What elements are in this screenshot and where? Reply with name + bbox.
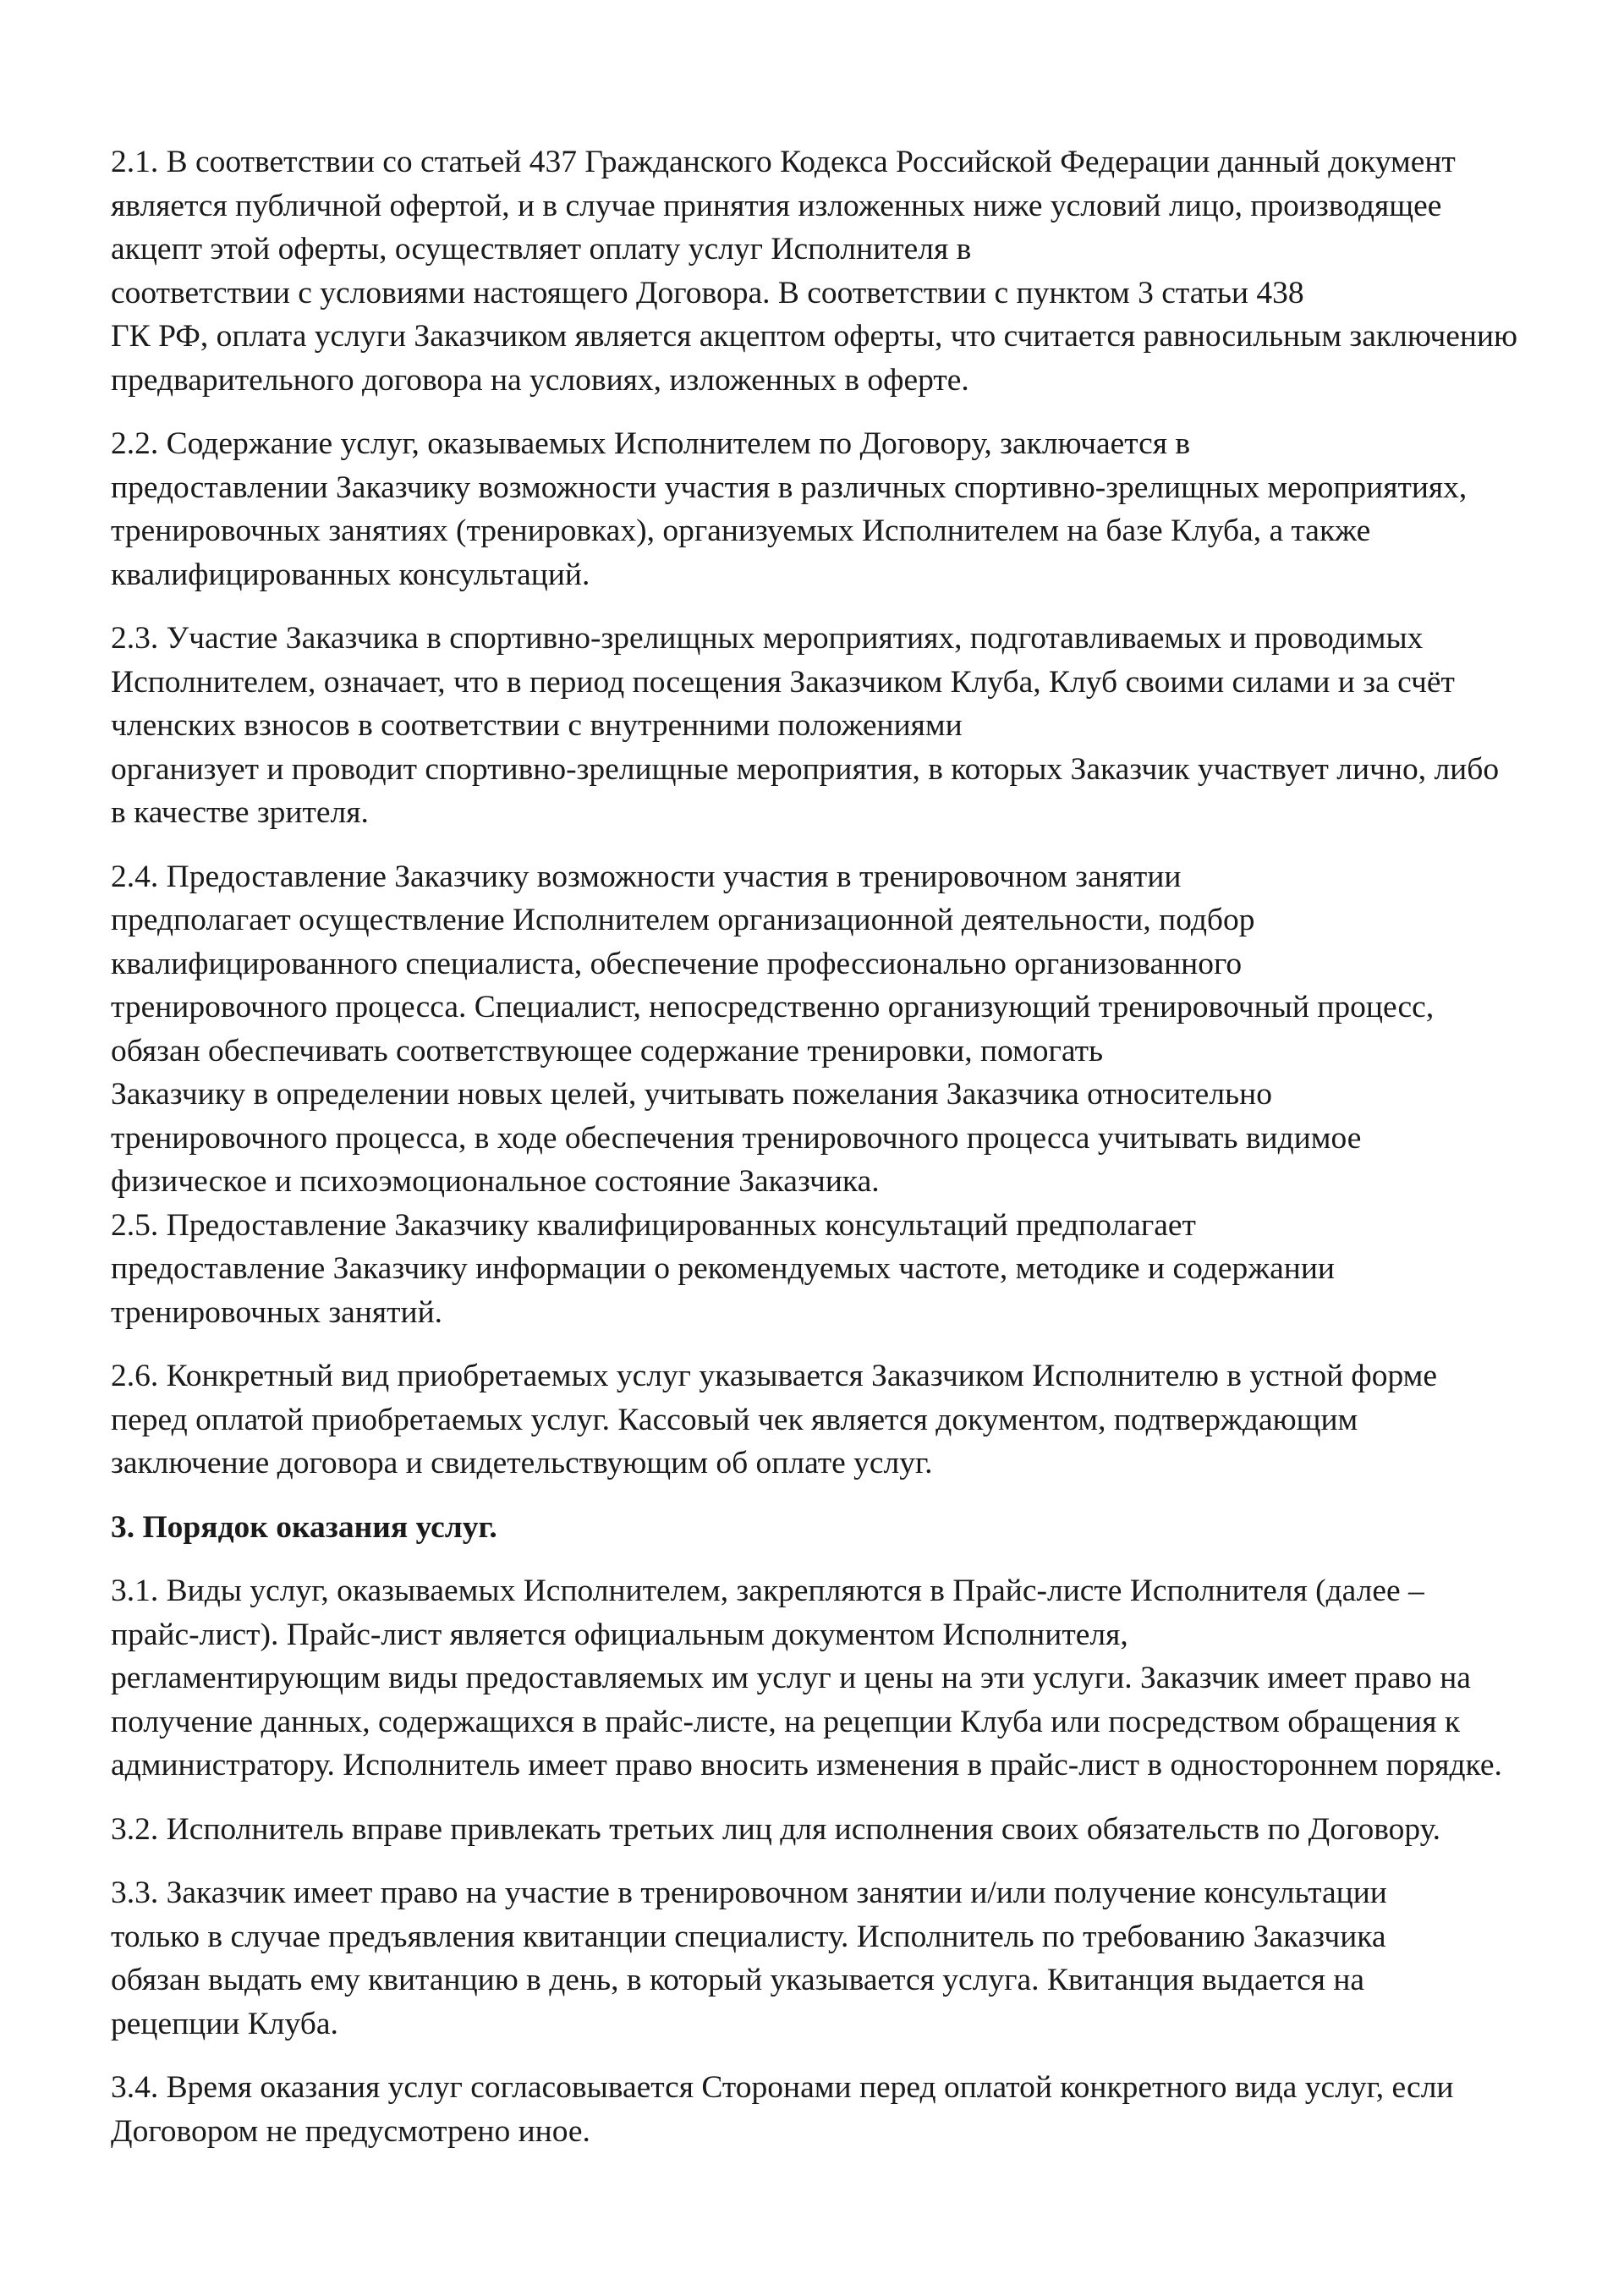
text-line: предоставлении Заказчику возможности участия в различных спортивно-зрелищных мероприятиях,	[111, 470, 1468, 505]
text-line: в качестве зрителя.	[111, 795, 369, 830]
text-line: 2.6. Конкретный вид приобретаемых услуг указывается Заказчиком Исполнителю в устной форме	[111, 1359, 1438, 1393]
text-line: 2.5. Предоставление Заказчику квалифицированных консультаций предполагает	[111, 1207, 1196, 1243]
text-line: 2.2. Содержание услуг, оказываемых Исполнителем по Договору, заключается в	[111, 426, 1191, 461]
text-line: тренировочного процесса, в ходе обеспечения тренировочного процесса учитывать видимое	[111, 1120, 1362, 1156]
paragraph-3-4	[111, 2066, 1583, 2153]
text-line: Исполнителем, означает, что в период посещения Заказчиком Клуба, Клуб своими силами и за счёт	[111, 664, 1455, 700]
section-3-heading: 3. Порядок оказания услуг.	[111, 1509, 497, 1545]
text-line: заключение договора и свидетельствующим об оплате услуг.	[111, 1446, 933, 1480]
text-line: физическое и психоэмоциональное состояние Заказчика.	[111, 1164, 880, 1199]
text-line: регламентирующим виды предоставляемых им услуг и цены на эти услуги. Заказчик имеет право на	[111, 1661, 1471, 1695]
text-line: предварительного договора на условиях, изложенных в оферте.	[111, 362, 969, 398]
text-line: ГК РФ, оплата услуги Заказчиком является акцептом оферты, что считается равносильным заключению	[111, 319, 1518, 354]
text-line: Договором не предусмотрено иное.	[111, 2113, 590, 2149]
paragraph-2-4	[111, 855, 1583, 1204]
text-line: организует и проводит спортивно-зрелищные мероприятия, в которых Заказчик участвует лично, либо	[111, 751, 1500, 787]
text-line: Заказчику в определении новых целей, учитывать пожелания Заказчика относительно	[111, 1077, 1272, 1112]
paragraph-2-1	[111, 140, 1583, 402]
text-line: администратору. Исполнитель имеет право вносить изменения в прайс-лист в одностороннем порядке.	[111, 1748, 1502, 1782]
text-line: квалифицированного специалиста, обеспечение профессионально организованного	[111, 946, 1243, 981]
paragraph-2-6	[111, 1354, 1583, 1486]
text-line: 2.1. В соответствии со статьей 437 Гражданского Кодекса Российской Федерации данный документ	[111, 145, 1456, 179]
text-line: соответствии с условиями настоящего Договора. В соответствии с пунктом 3 статьи 438	[111, 275, 1304, 310]
text-line: 3.3. Заказчик имеет право на участие в тренировочном занятии и/или получение консультации	[111, 1876, 1387, 1910]
text-line: является публичной офертой, и в случае принятия изложенных ниже условий лицо, производящее	[111, 188, 1442, 223]
text-line: получение данных, содержащихся в прайс-листе, на рецепции Клуба или посредством обращения к	[111, 1704, 1461, 1739]
text-line: тренировочного процесса. Специалист, непосредственно организующий тренировочный процесс,	[111, 990, 1435, 1024]
text-line: 3.2. Исполнитель вправе привлекать третьих лиц для исполнения своих обязательств по Договору.	[111, 1811, 1441, 1847]
paragraph-2-2	[111, 422, 1583, 596]
paragraph-3-2	[111, 1808, 1583, 1852]
paragraph-3-3	[111, 1871, 1583, 2046]
text-line: обязан обеспечивать соответствующее содержание тренировки, помогать	[111, 1033, 1104, 1068]
text-line: квалифицированных консультаций.	[111, 557, 590, 592]
text-line: только в случае предъявления квитанции специалисту. Исполнитель по требованию Заказчика	[111, 1919, 1386, 1954]
text-line: тренировочных занятий.	[111, 1294, 443, 1330]
text-line: тренировочных занятиях (тренировках), организуемых Исполнителем на базе Клуба, а также	[111, 514, 1371, 548]
text-line: 2.3. Участие Заказчика в спортивно-зрелищных мероприятиях, подготавливаемых и проводимых	[111, 621, 1424, 656]
text-line: прайс-лист). Прайс-лист является официальным документом Исполнителя,	[111, 1617, 1128, 1652]
text-line: членских взносов в соответствии с внутренними положениями	[111, 708, 963, 743]
paragraph-2-3	[111, 617, 1583, 835]
text-line: предоставление Заказчику информации о рекомендуемых частоте, методике и содержании	[111, 1251, 1335, 1286]
text-line: перед оплатой приобретаемых услуг. Кассовый чек является документом, подтверждающим	[111, 1402, 1358, 1437]
text-line: акцепт этой оферты, осуществляет оплату услуг Исполнителя в	[111, 232, 972, 266]
paragraph-3-1	[111, 1569, 1583, 1788]
text-line: рецепции Клуба.	[111, 2006, 338, 2041]
paragraph-2-5	[111, 1204, 1583, 1335]
text-line: 2.4. Предоставление Заказчику возможности участия в тренировочном занятии	[111, 859, 1182, 894]
text-line: 3.4. Время оказания услуг согласовывается Сторонами перед оплатой конкретного вида услуг, если	[111, 2070, 1454, 2105]
document-body	[111, 140, 1583, 2173]
text-line: предполагает осуществление Исполнителем организационной деятельности, подбор	[111, 903, 1255, 937]
text-line: 3.1. Виды услуг, оказываемых Исполнителем, закрепляются в Прайс-листе Исполнителя (далее –	[111, 1574, 1424, 1608]
text-line: обязан выдать ему квитанцию в день, в который указывается услуга. Квитанция выдается на	[111, 1963, 1365, 1997]
